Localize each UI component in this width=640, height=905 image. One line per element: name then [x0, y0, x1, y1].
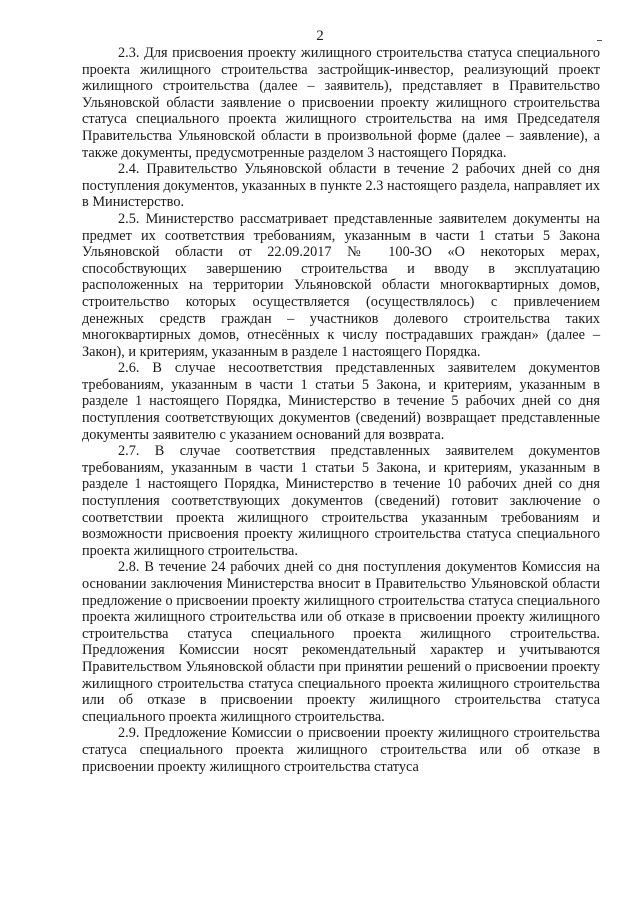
paragraph-2-4: 2.4. Правительство Ульяновской области в течение 2 рабочих дней со дня поступления документов, указанных в пункте 2.3 настоящего раздела, направляет их в Министерство. [82, 161, 600, 211]
paragraph-2-6: 2.6. В случае несоответствия представленных заявителем документов требованиям, указанным в части 1 статьи 5 Закона, и критериям, указанным в разделе 1 настоящего Порядка, Министерство в течение 5 рабочих дней со дня поступления соответствующих документов (сведений) возвращает представленные документы заявителю с указанием оснований для возврата. [82, 360, 600, 443]
paragraph-2-7: 2.7. В случае соответствия представленных заявителем документов требованиям, указанным в части 1 статьи 5 Закона, и критериям, указанным в разделе 1 настоящего Порядка, Министерство в течение 10 рабочих дней со дня поступления соответствующих документов (сведений) готовит заключение о соответствии проекта жилищного строительства указанным требованиям и возможности присвоения проекту жилищного строительства статуса специального проекта жилищного строительства. [82, 443, 600, 559]
paragraph-2-5: 2.5. Министерство рассматривает представленные заявителем документы на предмет их соответствия требованиям, указанным в части 1 статьи 5 Закона Ульяновской области от 22.09.2017 № 100-ЗО «О некоторых мерах, способствующих завершению строительства и вводу в эксплуатацию расположенных на территории Ульяновской области многоквартирных домов, строительство которых осуществляется (осуществлялось) с привлечением денежных средств граждан – участников долевого строительства таких многоквартирных домов, отнесённых к числу пострадавших граждан» (далее – Закон), и критериям, указанным в разделе 1 настоящего Порядка. [82, 210, 600, 360]
scan-mark [597, 40, 602, 41]
paragraph-2-3: 2.3. Для присвоения проекту жилищного строительства статуса специального проекта жилищного строительства застройщик-инвестор, реализующий проект жилищного строительства (далее – заявитель), представляет в Правительство Ульяновской области заявление о присвоении проекту жилищного строительства статуса специального проекта жилищного строительства на имя Председателя Правительства Ульяновской области в произвольной форме (далее – заявление), а также документы, предусмотренные разделом 3 настоящего Порядка. [82, 45, 600, 161]
paragraph-2-9: 2.9. Предложение Комиссии о присвоении проекту жилищного строительства статуса специального проекта жилищного строительства или об отказе в присвоении проекту жилищного строительства статуса [82, 725, 600, 775]
document-body [82, 45, 600, 775]
paragraph-2-8: 2.8. В течение 24 рабочих дней со дня поступления документов Комиссия на основании заключения Министерства вносит в Правительство Ульяновской области предложение о присвоении проекту жилищного строительства статуса специального проекта жилищного строительства или об отказе в присвоении проекту жилищного строительства статуса специального проекта жилищного строительства. Предложения Комиссии носят рекомендательный характер и учитываются Правительством Ульяновской области при принятии решений о присвоении проекту жилищного строительства статуса специального проекта жилищного строительства или об отказе в присвоении проекту жилищного строительства статуса специального проекта жилищного строительства. [82, 559, 600, 725]
page-number: 2 [316, 28, 324, 44]
